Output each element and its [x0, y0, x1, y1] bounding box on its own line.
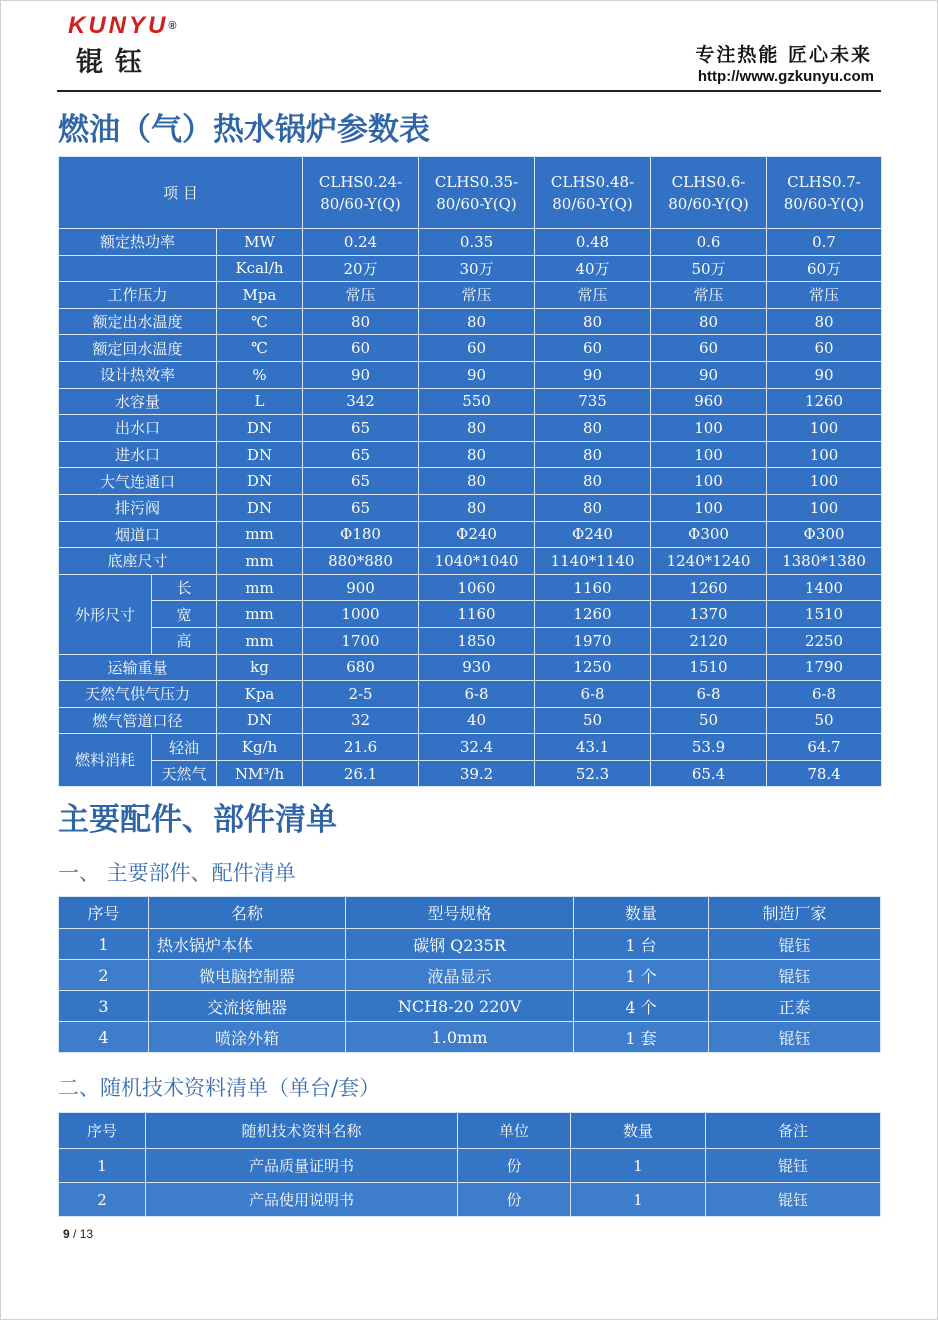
row-label: 长 — [152, 574, 217, 601]
row-label: 天然气供气压力 — [59, 681, 217, 708]
value-cell: 6-8 — [767, 681, 882, 708]
value-cell: Φ300 — [651, 521, 767, 548]
row-label: 天然气 — [152, 760, 217, 787]
value-cell: Φ300 — [767, 521, 882, 548]
value-cell: 80 — [419, 494, 535, 521]
row-unit: mm — [217, 574, 303, 601]
value-cell: 100 — [651, 468, 767, 495]
row-label: 运输重量 — [59, 654, 217, 681]
row-unit: DN — [217, 415, 303, 442]
table-row — [59, 308, 882, 335]
table-row — [59, 255, 882, 282]
row-unit: Kg/h — [217, 734, 303, 761]
row-unit: mm — [217, 601, 303, 628]
value-cell: 1240*1240 — [651, 548, 767, 575]
table-cell: 液晶显示 — [346, 960, 574, 991]
value-cell: 80 — [535, 494, 651, 521]
column-header: 制造厂家 — [709, 897, 881, 929]
value-cell: 100 — [651, 415, 767, 442]
row-unit: ℃ — [217, 308, 303, 335]
value-cell: 常压 — [651, 282, 767, 309]
value-cell: 80 — [535, 441, 651, 468]
column-header: 随机技术资料名称 — [146, 1113, 458, 1149]
row-label: 水容量 — [59, 388, 217, 415]
value-cell: Φ240 — [535, 521, 651, 548]
row-label: 大气连通口 — [59, 468, 217, 495]
group-label: 外形尺寸 — [59, 574, 152, 654]
table-cell: 1 台 — [574, 929, 709, 960]
column-header: 备注 — [706, 1113, 881, 1149]
table-row — [59, 960, 881, 991]
value-cell: 50 — [651, 707, 767, 734]
table-cell: 4 个 — [574, 991, 709, 1022]
table-cell: 交流接触器 — [149, 991, 346, 1022]
value-cell: 80 — [419, 468, 535, 495]
value-cell: 30万 — [419, 255, 535, 282]
value-cell: 100 — [651, 494, 767, 521]
row-unit: DN — [217, 494, 303, 521]
value-cell: 735 — [535, 388, 651, 415]
table-cell: 2 — [59, 1183, 146, 1217]
value-cell: 40万 — [535, 255, 651, 282]
value-cell: 2120 — [651, 627, 767, 654]
logo-chinese: 锟钰 — [76, 47, 154, 78]
table-row — [59, 734, 882, 761]
parts-title: 主要配件、部件清单 — [58, 802, 337, 838]
value-cell: 1380*1380 — [767, 548, 882, 575]
column-header: 数量 — [571, 1113, 706, 1149]
value-cell: 40 — [419, 707, 535, 734]
table-cell: 2 — [59, 960, 149, 991]
row-unit: mm — [217, 521, 303, 548]
table-row — [59, 707, 882, 734]
row-unit: mm — [217, 627, 303, 654]
row-unit: DN — [217, 468, 303, 495]
row-unit: mm — [217, 548, 303, 575]
value-cell: 680 — [303, 654, 419, 681]
value-cell: 1850 — [419, 627, 535, 654]
table-row — [59, 282, 882, 309]
docs-subtitle: 二、随机技术资料清单（单台/套） — [58, 1076, 381, 1100]
row-label: 烟道口 — [59, 521, 217, 548]
value-cell: 0.6 — [651, 229, 767, 256]
table-row — [59, 574, 882, 601]
value-cell: 65 — [303, 494, 419, 521]
table-row — [59, 361, 882, 388]
value-cell: Φ180 — [303, 521, 419, 548]
value-cell: 39.2 — [419, 760, 535, 787]
value-cell: 90 — [419, 361, 535, 388]
row-label: 宽 — [152, 601, 217, 628]
value-cell: 65 — [303, 441, 419, 468]
value-cell: 900 — [303, 574, 419, 601]
table-row — [59, 521, 882, 548]
value-cell: 1510 — [651, 654, 767, 681]
docs-table — [58, 1112, 881, 1217]
value-cell: 0.48 — [535, 229, 651, 256]
value-cell: 1510 — [767, 601, 882, 628]
value-cell: 60 — [767, 335, 882, 362]
value-cell: 78.4 — [767, 760, 882, 787]
value-cell: 80 — [535, 415, 651, 442]
row-unit: NM³/h — [217, 760, 303, 787]
table-cell: 碳钢 Q235R — [346, 929, 574, 960]
row-unit: Mpa — [217, 282, 303, 309]
value-cell: 960 — [651, 388, 767, 415]
value-cell: 65.4 — [651, 760, 767, 787]
value-cell: 80 — [651, 308, 767, 335]
table-header-row — [59, 1113, 881, 1149]
value-cell: 1400 — [767, 574, 882, 601]
table-cell: 3 — [59, 991, 149, 1022]
table-row — [59, 335, 882, 362]
value-cell: 0.35 — [419, 229, 535, 256]
table-row — [59, 929, 881, 960]
value-cell: 60 — [303, 335, 419, 362]
value-cell: 常压 — [419, 282, 535, 309]
table-cell: 1 — [571, 1183, 706, 1217]
value-cell: 6-8 — [535, 681, 651, 708]
value-cell: 1260 — [651, 574, 767, 601]
value-cell: 80 — [535, 308, 651, 335]
value-cell: 65 — [303, 415, 419, 442]
value-cell: 930 — [419, 654, 535, 681]
table-cell: 正泰 — [709, 991, 881, 1022]
column-header: 型号规格 — [346, 897, 574, 929]
column-header: 数量 — [574, 897, 709, 929]
slogan: 专注热能 匠心未来 — [695, 44, 872, 66]
table-cell: 1 — [571, 1149, 706, 1183]
table-cell: 锟钰 — [706, 1149, 881, 1183]
row-label — [59, 255, 217, 282]
value-cell: 2250 — [767, 627, 882, 654]
table-row — [59, 681, 882, 708]
table-row — [59, 627, 882, 654]
value-cell: 64.7 — [767, 734, 882, 761]
value-cell: 53.9 — [651, 734, 767, 761]
company-logo — [68, 14, 176, 79]
value-cell: 2-5 — [303, 681, 419, 708]
group-label: 燃料消耗 — [59, 734, 152, 787]
row-label: 设计热效率 — [59, 361, 217, 388]
table-cell: 4 — [59, 1022, 149, 1053]
value-cell: 0.24 — [303, 229, 419, 256]
value-cell: 100 — [651, 441, 767, 468]
table-cell: 1 个 — [574, 960, 709, 991]
model-header: CLHS0.24-80/60-Y(Q) — [303, 157, 419, 229]
value-cell: 880*880 — [303, 548, 419, 575]
value-cell: 80 — [303, 308, 419, 335]
params-table — [58, 156, 882, 787]
table-row — [59, 1183, 881, 1217]
row-unit: Kcal/h — [217, 255, 303, 282]
parts-subtitle: 一、 主要部件、配件清单 — [58, 861, 296, 885]
table-row — [59, 468, 882, 495]
table-cell: 份 — [458, 1183, 571, 1217]
row-unit: DN — [217, 707, 303, 734]
row-label: 额定回水温度 — [59, 335, 217, 362]
row-label: 底座尺寸 — [59, 548, 217, 575]
value-cell: 1040*1040 — [419, 548, 535, 575]
row-label: 轻油 — [152, 734, 217, 761]
value-cell: 80 — [419, 441, 535, 468]
value-cell: 80 — [767, 308, 882, 335]
value-cell: 50 — [535, 707, 651, 734]
table-row — [59, 388, 882, 415]
row-unit: L — [217, 388, 303, 415]
page-number: 9 / 13 — [63, 1227, 94, 1241]
value-cell: 80 — [419, 308, 535, 335]
value-cell: 0.7 — [767, 229, 882, 256]
row-label: 燃气管道口径 — [59, 707, 217, 734]
value-cell: 1060 — [419, 574, 535, 601]
value-cell: 1790 — [767, 654, 882, 681]
table-cell: 微电脑控制器 — [149, 960, 346, 991]
table-cell: 1 — [59, 1149, 146, 1183]
table-row — [59, 1022, 881, 1053]
row-label: 进水口 — [59, 441, 217, 468]
value-cell: Φ240 — [419, 521, 535, 548]
value-cell: 1970 — [535, 627, 651, 654]
value-cell: 1250 — [535, 654, 651, 681]
value-cell: 90 — [303, 361, 419, 388]
table-row — [59, 601, 882, 628]
table-cell: NCH8-20 220V — [346, 991, 574, 1022]
table-cell: 喷涂外箱 — [149, 1022, 346, 1053]
value-cell: 1160 — [535, 574, 651, 601]
row-label: 额定出水温度 — [59, 308, 217, 335]
row-unit: Kpa — [217, 681, 303, 708]
value-cell: 60 — [651, 335, 767, 362]
value-cell: 100 — [767, 468, 882, 495]
value-cell: 90 — [535, 361, 651, 388]
table-row — [59, 494, 882, 521]
value-cell: 50万 — [651, 255, 767, 282]
value-cell: 60 — [419, 335, 535, 362]
value-cell: 1000 — [303, 601, 419, 628]
column-header: 单位 — [458, 1113, 571, 1149]
row-unit: kg — [217, 654, 303, 681]
table-cell: 锟钰 — [709, 1022, 881, 1053]
table-row — [59, 441, 882, 468]
value-cell: 1370 — [651, 601, 767, 628]
value-cell: 100 — [767, 441, 882, 468]
website-url: http://www.gzkunyu.com — [697, 68, 874, 85]
value-cell: 1140*1140 — [535, 548, 651, 575]
table-cell: 锟钰 — [709, 929, 881, 960]
value-cell: 32.4 — [419, 734, 535, 761]
logo-english: KUNYU® — [68, 12, 177, 39]
row-label: 高 — [152, 627, 217, 654]
table-row — [59, 1149, 881, 1183]
value-cell: 26.1 — [303, 760, 419, 787]
value-cell: 80 — [535, 468, 651, 495]
value-cell: 20万 — [303, 255, 419, 282]
table-row — [59, 548, 882, 575]
table-header-row — [59, 157, 882, 229]
value-cell: 90 — [767, 361, 882, 388]
value-cell: 100 — [767, 494, 882, 521]
column-header: 序号 — [59, 1113, 146, 1149]
row-label: 额定热功率 — [59, 229, 217, 256]
model-header: CLHS0.7-80/60-Y(Q) — [767, 157, 882, 229]
value-cell: 60 — [535, 335, 651, 362]
table-row — [59, 991, 881, 1022]
item-header: 项 目 — [59, 157, 303, 229]
row-label: 排污阀 — [59, 494, 217, 521]
table-cell: 份 — [458, 1149, 571, 1183]
row-unit: DN — [217, 441, 303, 468]
parts-table — [58, 896, 881, 1053]
model-header: CLHS0.48-80/60-Y(Q) — [535, 157, 651, 229]
value-cell: 32 — [303, 707, 419, 734]
value-cell: 50 — [767, 707, 882, 734]
table-cell: 1 套 — [574, 1022, 709, 1053]
value-cell: 43.1 — [535, 734, 651, 761]
value-cell: 常压 — [535, 282, 651, 309]
value-cell: 6-8 — [651, 681, 767, 708]
value-cell: 100 — [767, 415, 882, 442]
table-row — [59, 229, 882, 256]
table-row — [59, 760, 882, 787]
params-title: 燃油（气）热水锅炉参数表 — [58, 112, 430, 148]
column-header: 序号 — [59, 897, 149, 929]
value-cell: 21.6 — [303, 734, 419, 761]
value-cell: 90 — [651, 361, 767, 388]
value-cell: 65 — [303, 468, 419, 495]
value-cell: 1700 — [303, 627, 419, 654]
row-unit: % — [217, 361, 303, 388]
value-cell: 常压 — [303, 282, 419, 309]
value-cell: 6-8 — [419, 681, 535, 708]
table-header-row — [59, 897, 881, 929]
row-unit: ℃ — [217, 335, 303, 362]
row-unit: MW — [217, 229, 303, 256]
column-header: 名称 — [149, 897, 346, 929]
table-cell: 产品使用说明书 — [146, 1183, 458, 1217]
row-label: 出水口 — [59, 415, 217, 442]
value-cell: 1260 — [535, 601, 651, 628]
table-cell: 锟钰 — [706, 1183, 881, 1217]
table-cell: 1 — [59, 929, 149, 960]
value-cell: 550 — [419, 388, 535, 415]
table-cell: 锟钰 — [709, 960, 881, 991]
table-cell: 热水锅炉本体 — [149, 929, 346, 960]
value-cell: 80 — [419, 415, 535, 442]
model-header: CLHS0.35-80/60-Y(Q) — [419, 157, 535, 229]
value-cell: 常压 — [767, 282, 882, 309]
value-cell: 1260 — [767, 388, 882, 415]
value-cell: 52.3 — [535, 760, 651, 787]
model-header: CLHS0.6-80/60-Y(Q) — [651, 157, 767, 229]
header-divider — [57, 90, 881, 92]
table-cell: 1.0mm — [346, 1022, 574, 1053]
table-row — [59, 654, 882, 681]
value-cell: 342 — [303, 388, 419, 415]
row-label: 工作压力 — [59, 282, 217, 309]
table-row — [59, 415, 882, 442]
table-cell: 产品质量证明书 — [146, 1149, 458, 1183]
value-cell: 60万 — [767, 255, 882, 282]
value-cell: 1160 — [419, 601, 535, 628]
